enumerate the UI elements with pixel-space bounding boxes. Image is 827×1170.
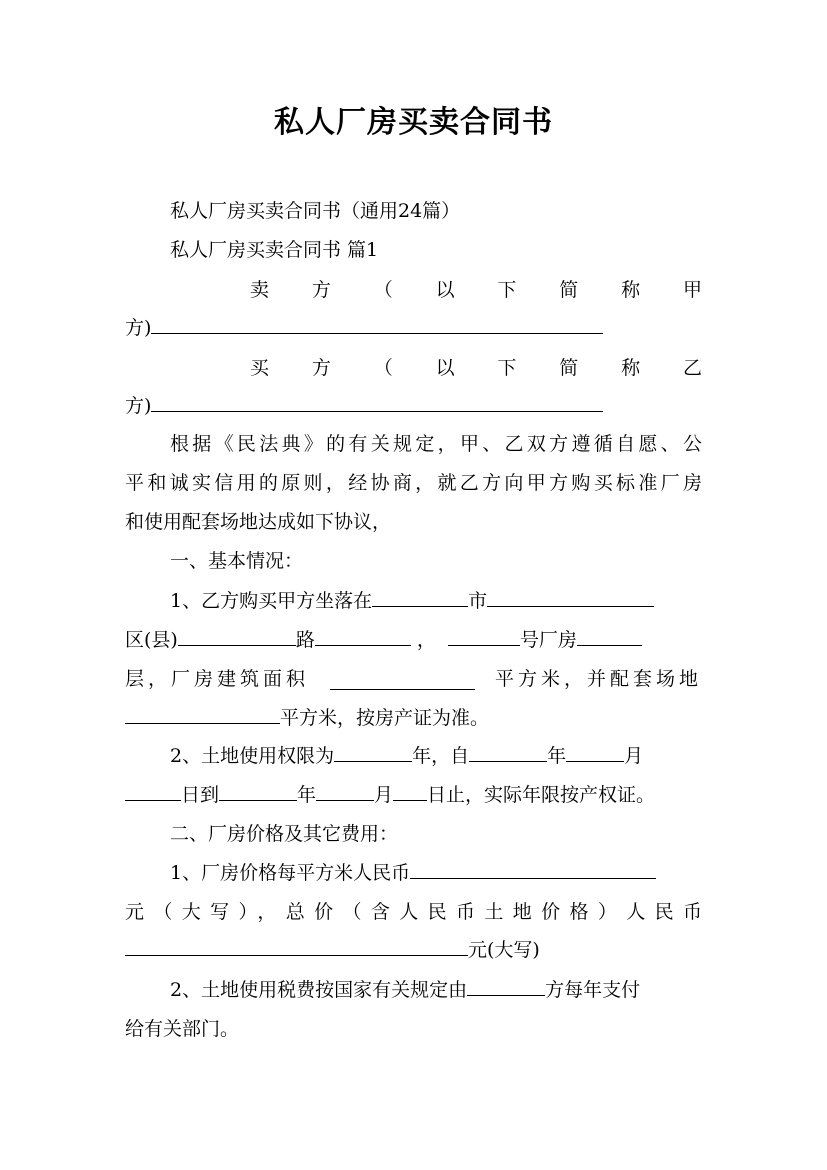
part1-item1-line1 — [170, 587, 654, 615]
preamble-line-1 — [170, 430, 702, 458]
part1-item2-line2 — [125, 781, 655, 809]
district-blank — [487, 588, 654, 607]
part1-item1-text-g: 层，厂房建筑面积 — [125, 668, 310, 690]
document-title: 私人厂房买卖合同书 — [274, 105, 553, 140]
part1-heading: 一、基本情况： — [170, 550, 304, 572]
buyer-line — [125, 392, 603, 420]
preamble-line-3: 和使用配套场地达成如下协议， — [125, 511, 392, 533]
part1-item1-text-f: 号厂房 — [519, 629, 577, 651]
seller-label-tail: 方) — [125, 317, 152, 339]
section-heading: 私人厂房买卖合同书 篇1 — [170, 239, 379, 261]
start-day-blank — [125, 782, 181, 801]
part2-item2-line1 — [170, 976, 640, 1004]
total-price-blank — [125, 937, 468, 956]
buyer-label-tail: 方) — [125, 395, 152, 417]
site-area-blank — [125, 705, 280, 724]
city-blank — [372, 588, 468, 607]
part2-item1-text-c: 元(大写) — [468, 939, 540, 961]
part1-item1-text-i: 平方米，按房产证为准。 — [280, 707, 490, 729]
part1-item2-line1 — [170, 742, 643, 770]
building-number-blank — [448, 627, 520, 646]
part1-item1-line3 — [125, 665, 702, 693]
part1-item1-line4 — [125, 704, 489, 732]
buyer-label — [250, 354, 702, 382]
part1-item2-text-c: 年 — [547, 745, 567, 767]
buyer-name-blank — [151, 393, 603, 412]
end-year-blank — [219, 782, 297, 801]
part1-item1-text-c: 区(县) — [125, 629, 178, 651]
part1-item2-text-h: 日止，实际年限按产权证。 — [427, 784, 656, 806]
start-year-blank — [469, 743, 547, 762]
seller-label — [250, 276, 702, 304]
end-day-blank — [393, 782, 427, 801]
part2-item1-line3 — [125, 936, 540, 964]
seller-name-blank — [151, 315, 603, 334]
part2-item1-line2 — [125, 898, 702, 926]
start-month-blank — [566, 743, 624, 762]
part1-item1-text-a: 1、乙方购买甲方坐落在 — [170, 590, 373, 612]
road-blank — [315, 627, 411, 646]
part1-item1-text-h: 平方米，并配套场地 — [494, 668, 702, 690]
part1-item2-text-d: 月 — [624, 745, 644, 767]
building-area-blank — [330, 671, 475, 690]
end-month-blank — [316, 782, 374, 801]
preamble-line-2 — [125, 469, 702, 497]
tax-payer-blank — [467, 977, 545, 996]
part2-item2-line2: 给有关部门。 — [125, 1018, 240, 1040]
part1-item2-text-e: 日到 — [181, 784, 220, 806]
part1-item1-line2 — [125, 626, 642, 654]
part1-item2-text-b: 年，自 — [412, 745, 470, 767]
part1-item2-text-g: 月 — [374, 784, 394, 806]
part2-item1-text-a: 1、厂房价格每平方米人民币 — [170, 862, 411, 884]
seller-line — [125, 314, 603, 342]
part2-heading: 二、厂房价格及其它费用： — [170, 823, 399, 845]
preamble-text-2: 平和诚实信用的原则，经协商，就乙方向甲方购买标准厂房 — [125, 472, 702, 494]
part1-item1-text-d: 路 — [295, 629, 315, 651]
preamble-text-1: 根据《民法典》的有关规定，甲、乙双方遵循自愿、公 — [170, 433, 702, 455]
part2-item1-text-b: 元（大写），总价（含人民币土地价格）人民币 — [125, 901, 702, 923]
floor-blank — [577, 627, 642, 646]
part2-item2-text-b: 方每年支付 — [545, 979, 641, 1001]
part1-item1-text-e: ， — [416, 629, 436, 651]
seller-label-text: 卖方（以下简称甲 — [250, 279, 702, 301]
part2-item1-line1 — [170, 859, 656, 887]
part1-item2-text-a: 2、土地使用权限为 — [170, 745, 335, 767]
unit-price-blank — [410, 860, 656, 879]
part1-item2-text-f: 年 — [297, 784, 317, 806]
document-subtitle: 私人厂房买卖合同书（通用24篇） — [170, 200, 461, 222]
term-years-blank — [334, 743, 412, 762]
district-name-blank — [178, 627, 296, 646]
part1-item1-text-b: 市 — [468, 590, 488, 612]
buyer-label-text: 买方（以下简称乙 — [250, 357, 702, 379]
part2-item2-text-a: 2、土地使用税费按国家有关规定由 — [170, 979, 468, 1001]
